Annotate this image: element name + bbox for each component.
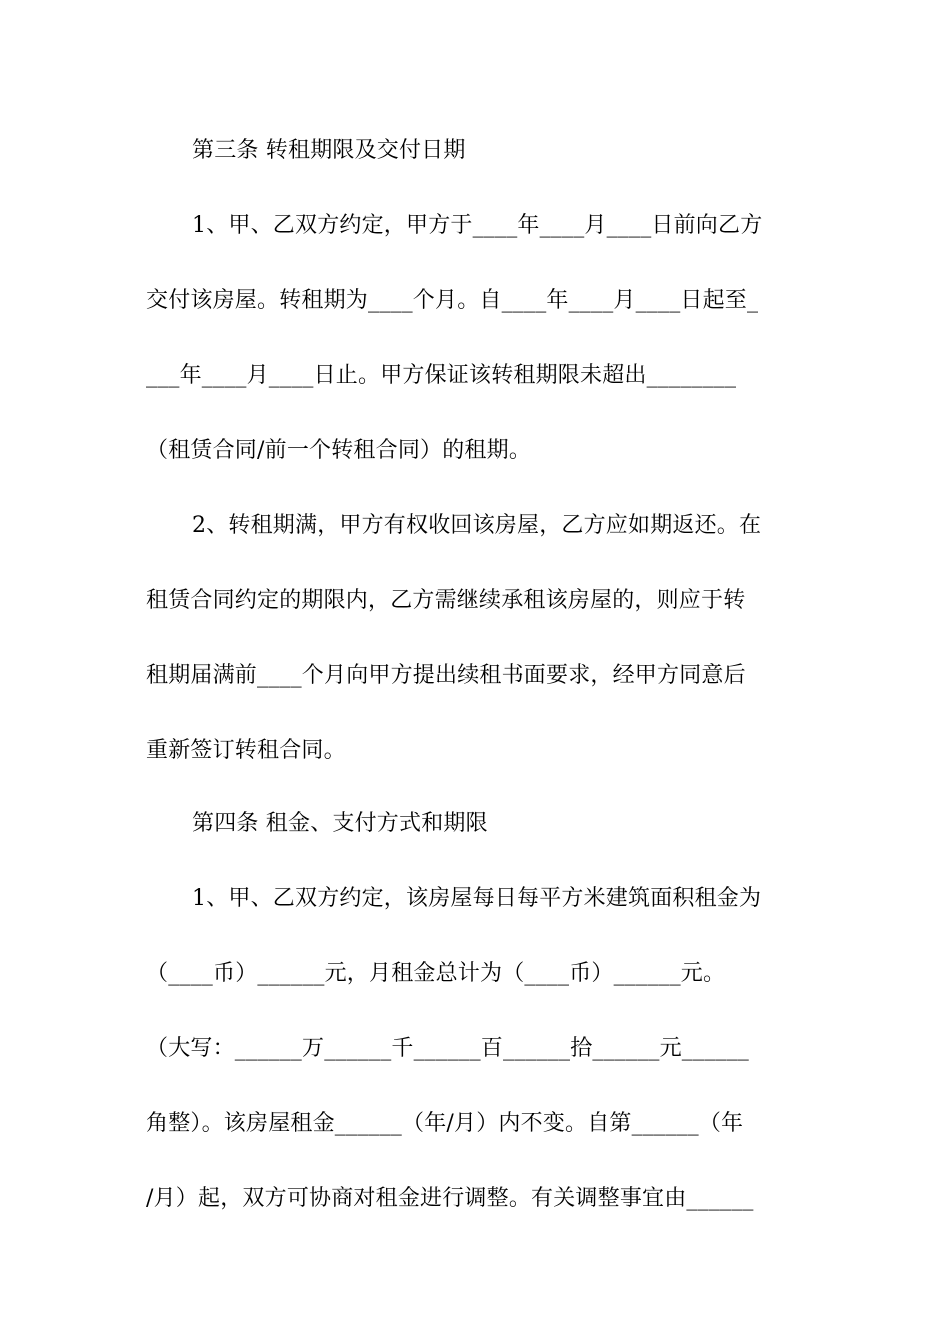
paragraph-line: 2、转租期满，甲方有权收回该房屋，乙方应如期返还。在 — [192, 513, 762, 538]
paragraph-line: （租赁合同/前一个转租合同）的租期。 — [146, 438, 532, 463]
paragraph-line: 角整）。该房屋租金______（年/月）内不变。自第______（年 — [146, 1111, 744, 1136]
paragraph-line: 重新签订转租合同。 — [146, 738, 346, 763]
paragraph-line: 租赁合同约定的期限内，乙方需继续承租该房屋的，则应于转 — [146, 588, 746, 613]
paragraph-line: 1、甲、乙双方约定，甲方于____年____月____日前向乙方 — [192, 213, 763, 238]
article-4-heading: 第四条 租金、支付方式和期限 — [192, 811, 488, 836]
paragraph-line: （大写：______万______千______百______拾______元______ — [146, 1036, 750, 1061]
paragraph-line: /月）起，双方可协商对租金进行调整。有关调整事宜由______ — [146, 1186, 754, 1211]
paragraph-line: 租期届满前____个月向甲方提出续租书面要求，经甲方同意后 — [146, 663, 746, 688]
paragraph-line: （____币）______元，月租金总计为（____币）______元。 — [146, 961, 726, 986]
paragraph-line: ___年____月____日止。甲方保证该转租期限未超出________ — [146, 363, 737, 388]
paragraph-line: 交付该房屋。转租期为____个月。自____年____月____日起至_ — [146, 288, 759, 313]
article-3-heading: 第三条 转租期限及交付日期 — [192, 138, 466, 163]
paragraph-line: 1、甲、乙双方约定，该房屋每日每平方米建筑面积租金为 — [192, 886, 762, 911]
